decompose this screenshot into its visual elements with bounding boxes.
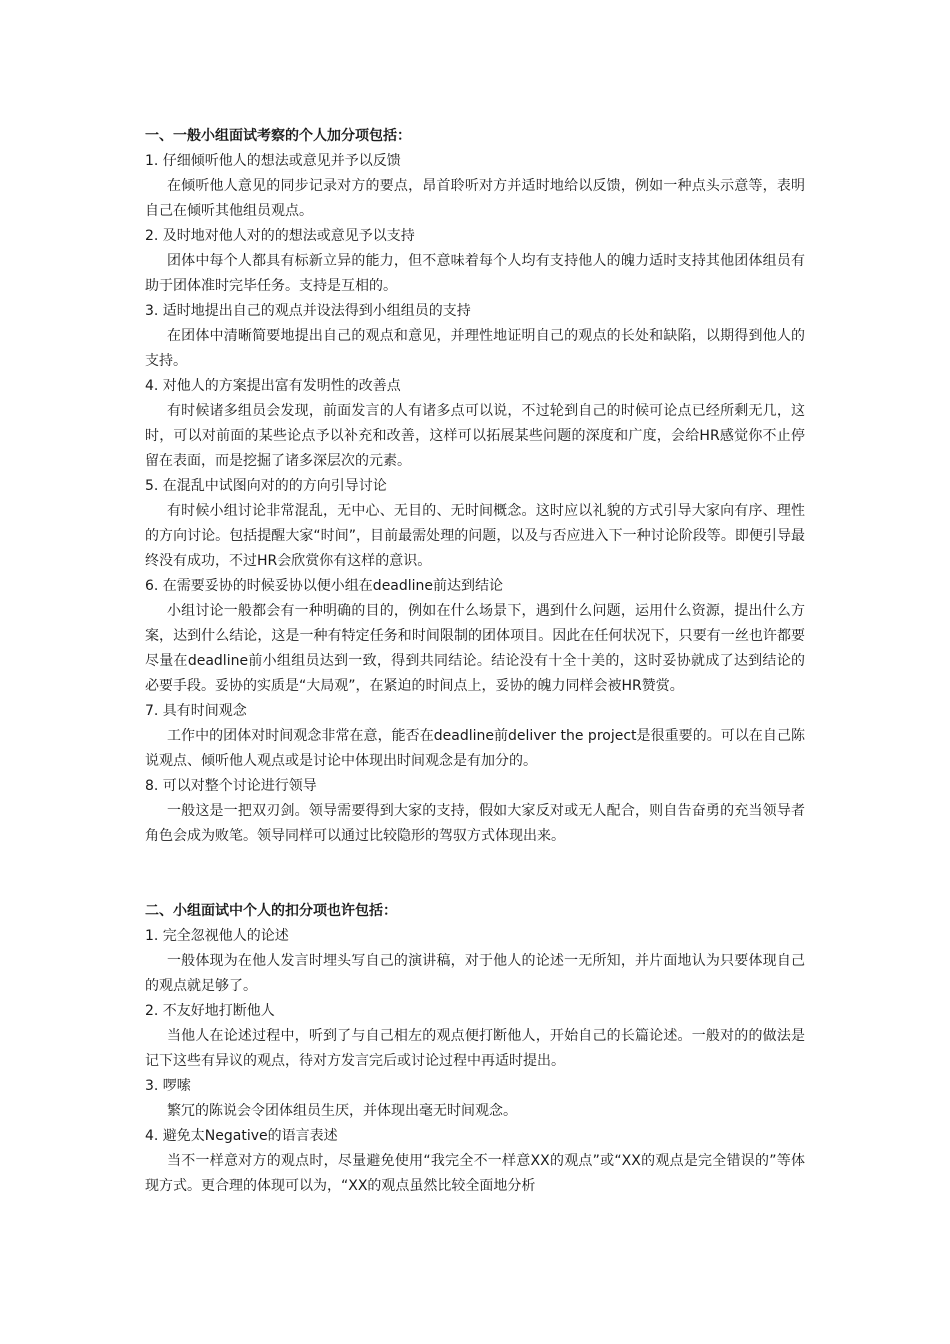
item-body: 在倾听他人意见的同步记录对方的要点，昂首聆听对方并适时地给以反馈，例如一种点头示意等，表明自己在倾听其他组员观点。 — [145, 178, 805, 219]
item-body: 有时候诸多组员会发现，前面发言的人有诸多点可以说，不过轮到自己的时候可论点已经所剩无几，这时，可以对前面的某些论点予以补充和改善，这样可以拓展某些问题的深度和广度，会给HR感觉你不止停留在表面，而是挖掘了诸多深层次的元素。 — [145, 403, 805, 469]
list-item — [145, 574, 805, 699]
document-page — [145, 124, 805, 1199]
item-body: 一般体现为在他人发言时埋头写自己的演讲稿，对于他人的论述一无所知，并片面地认为只要体现自己的观点就足够了。 — [145, 953, 805, 994]
item-body: 当不一样意对方的观点时，尽量避免使用“我完全不一样意XX的观点”或“XX的观点是完全错误的”等体现方式。更合理的体现可以为，“XX的观点虽然比较全面地分析 — [145, 1153, 805, 1194]
item-body: 繁冗的陈说会令团体组员生厌，并体现出毫无时间观念。 — [167, 1103, 517, 1119]
item-title: 5. 在混乱中试图向对的的方向引导讨论 — [145, 478, 387, 494]
item-title: 2. 及时地对他人对的的想法或意见予以支持 — [145, 228, 415, 244]
section-penalty — [145, 899, 805, 1199]
list-item — [145, 1124, 805, 1199]
list-item — [145, 999, 805, 1074]
item-title: 4. 避免太Negative的语言表述 — [145, 1128, 338, 1144]
item-title: 2. 不友好地打断他人 — [145, 1003, 275, 1019]
item-body: 当他人在论述过程中，听到了与自己相左的观点便打断他人，开始自己的长篇论述。一般对的的做法是记下这些有异议的观点，待对方发言完后或讨论过程中再适时提出。 — [145, 1028, 805, 1069]
item-title: 3. 啰嗦 — [145, 1078, 191, 1094]
item-body: 工作中的团体对时间观念非常在意，能否在deadline前deliver the project是很重要的。可以在自己陈说观点、倾听他人观点或是讨论中体现出时间观念是有加分的。 — [145, 728, 805, 769]
list-item — [145, 699, 805, 774]
section-bonus — [145, 124, 805, 849]
item-title: 4. 对他人的方案提出富有发明性的改善点 — [145, 378, 401, 394]
section-heading: 一、一般小组面试考察的个人加分项包括： — [145, 128, 411, 144]
item-title: 6. 在需要妥协的时候妥协以便小组在deadline前达到结论 — [145, 578, 504, 594]
item-title: 3. 适时地提出自己的观点并设法得到小组组员的支持 — [145, 303, 471, 319]
item-title: 7. 具有时间观念 — [145, 703, 247, 719]
item-body: 小组讨论一般都会有一种明确的目的，例如在什么场景下，遇到什么问题，运用什么资源，提出什么方案，达到什么结论，这是一种有特定任务和时间限制的团体项目。因此在任何状况下，只要有一丝也许都要尽量在deadline前小组组员达到一致，得到共同结论。结论没有十全十美的，这时妥协就成了达到结论的必要手段。妥协的实质是“大局观”，在紧迫的时间点上，妥协的魄力同样会被HR赞赏。 — [145, 603, 805, 694]
item-body: 一般这是一把双刃剑。领导需要得到大家的支持，假如大家反对或无人配合，则自告奋勇的充当领导者角色会成为败笔。领导同样可以通过比较隐形的驾驭方式体现出来。 — [145, 803, 805, 844]
list-item — [145, 299, 805, 374]
section-spacer — [145, 849, 805, 899]
list-item — [145, 924, 805, 999]
item-title: 1. 仔细倾听他人的想法或意见并予以反馈 — [145, 153, 401, 169]
list-item — [145, 224, 805, 299]
list-item — [145, 149, 805, 224]
list-item — [145, 774, 805, 849]
list-item — [145, 1074, 805, 1124]
item-body: 有时候小组讨论非常混乱，无中心、无目的、无时间概念。这时应以礼貌的方式引导大家向有序、理性的方向讨论。包括提醒大家“时间”，目前最需处理的问题，以及与否应进入下一种讨论阶段等。即便引导最终没有成功，不过HR会欣赏你有这样的意识。 — [145, 503, 805, 569]
item-body: 在团体中清晰简要地提出自己的观点和意见，并理性地证明自己的观点的长处和缺陷，以期得到他人的支持。 — [145, 328, 805, 369]
item-body: 团体中每个人都具有标新立异的能力，但不意味着每个人均有支持他人的魄力适时支持其他团体组员有助于团体准时完毕任务。支持是互相的。 — [145, 253, 805, 294]
list-item — [145, 374, 805, 474]
list-item — [145, 474, 805, 574]
item-title: 1. 完全忽视他人的论述 — [145, 928, 289, 944]
item-title: 8. 可以对整个讨论进行领导 — [145, 778, 317, 794]
section-heading: 二、小组面试中个人的扣分项也许包括： — [145, 903, 397, 919]
